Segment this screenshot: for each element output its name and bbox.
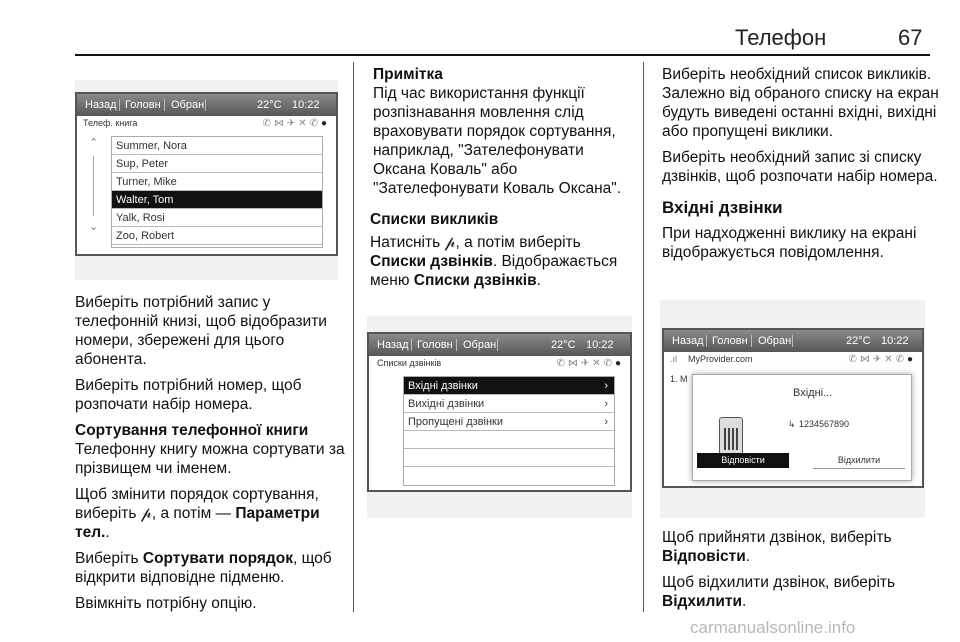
phone-icon [719,417,743,457]
tab-separator [205,99,206,111]
screen-subtitle: Списки дзвінків [377,358,442,368]
page-title: Телефон [735,25,827,50]
paragraph: Натисніть 𝓅, а потім виберіть Списки дзвінків. Відображається меню Списки дзвінків. [370,234,618,289]
call-list-row[interactable] [404,395,614,413]
contact-row[interactable] [112,209,322,227]
screen-topbar [664,330,922,352]
column-2-text [370,65,638,297]
screen-subbar [664,352,922,368]
phonebook-screenshot [75,80,338,280]
tab-separator [119,99,120,111]
tab-separator [164,99,165,111]
phone-handset-icon: ↳ [788,419,796,429]
column-divider-1 [353,62,354,612]
page-number: 67 [898,25,923,50]
contact-name: Walter, Tom [116,194,174,206]
tab-main[interactable]: Головн [125,99,161,111]
contact-name: Summer, Nora [116,140,187,152]
clock: 10:22 [292,99,320,111]
temperature: 22°C [257,99,282,111]
call-lists-screen [367,332,632,492]
popup-title: Вхідні... [793,387,833,399]
reject-button[interactable]: Відхилити [813,453,905,469]
call-list-label: Вхідні дзвінки [408,380,478,392]
contact-row[interactable] [112,137,322,155]
paragraph: Виберіть необхідний запис зі списку дзвінків, щоб розпочати набір номера. [662,149,938,185]
section-heading: Списки викликів [370,211,499,228]
section-heading: Сортування телефонної книги [75,422,309,439]
tab-separator [706,335,707,347]
incoming-call-popup [692,374,912,481]
chevron-right-icon: › [604,398,608,410]
screen-topbar [369,334,630,356]
call-lists-list [403,376,615,486]
phonebook-list [111,136,323,248]
clock: 10:22 [586,339,614,351]
list-behind-popup: 1. M [670,374,688,384]
scrollbar-track[interactable] [93,156,94,216]
tab-separator [411,339,412,351]
screen-subbar [77,116,336,132]
caller-number: 1234567890 [799,419,850,429]
tab-main[interactable]: Головн [712,335,748,347]
paragraph: Виберіть необхідний список викликів. Залежно від обраного списку на екран будуть виведені останні вхідні, вихідні або пропущені виклики. [662,66,939,140]
screen-topbar [77,94,336,116]
temperature: 22°C [551,339,576,351]
header-rule [75,54,930,56]
paragraph: Виберіть Сортувати порядок, щоб відкрити відповідне підменю. [75,550,332,586]
tab-main[interactable]: Головн [417,339,453,351]
note-title: Примітка [373,66,443,83]
scroll-up-icon[interactable]: ⌃ [89,137,99,149]
call-list-row[interactable] [404,413,614,431]
contact-name: Turner, Mike [116,176,177,188]
column-3-text-bottom [662,528,940,618]
tab-back[interactable]: Назад [672,335,704,347]
paragraph: Ввімкніть потрібну опцію. [75,595,257,612]
screen-subbar [369,356,630,372]
clock: 10:22 [881,335,909,347]
tab-separator [751,335,752,347]
chevron-right-icon: › [604,380,608,392]
tab-separator [792,335,793,347]
contact-name: Sup, Peter [116,158,168,170]
paragraph: При надходженні виклику на екрані відображується повідомлення. [662,225,917,261]
screen-subtitle: Телеф. книга [83,118,138,128]
provider-name: MyProvider.com [688,354,753,364]
tab-favorites[interactable]: Обран [758,335,792,347]
scroll-down-icon[interactable]: ⌄ [89,221,99,233]
status-icons: ✆⋈✈✕✆● [262,118,330,129]
incoming-call-screen [662,328,924,488]
status-icons: ✆⋈✈✕✆● [848,354,916,365]
empty-row [404,449,614,467]
signal-icon: .ıl [670,354,678,364]
contact-name: Yalk, Rosi [116,212,165,224]
column-1-text [75,293,345,620]
paragraph: Телефонну книгу можна сортувати за прізвищем чи іменем. [75,441,345,477]
paragraph: Щоб змінити порядок сортування, виберіть 𝓅, а потім — Параметри тел.. [75,486,320,541]
column-divider-2 [643,62,644,612]
watermark: carmanualsonline.info [690,618,856,637]
contact-row[interactable] [112,155,322,173]
call-list-row-selected[interactable] [404,377,614,395]
tab-back[interactable]: Назад [85,99,117,111]
incoming-call-screenshot [660,300,925,518]
tab-favorites[interactable]: Обран [171,99,205,111]
chevron-right-icon: › [604,416,608,428]
phonebook-screen [75,92,338,256]
tab-separator [497,339,498,351]
call-list-label: Вихідні дзвінки [408,398,485,410]
section-heading: Вхідні дзвінки [662,198,783,217]
status-icons: ✆⋈✈✕✆● [556,358,624,369]
answer-button[interactable]: Відповісти [697,453,789,468]
tab-back[interactable]: Назад [377,339,409,351]
contact-row[interactable] [112,227,322,245]
tab-favorites[interactable]: Обран [463,339,497,351]
contact-row-selected[interactable] [112,191,322,209]
contact-row[interactable] [112,173,322,191]
call-lists-screenshot [367,316,632,518]
paragraph: Виберіть потрібний номер, щоб розпочати набір номера. [75,377,302,413]
call-list-label: Пропущені дзвінки [408,416,503,428]
column-3-text [662,65,940,269]
phone-menu-icon: 𝓅 [444,234,456,251]
page-header [0,0,960,60]
contact-name: Zoo, Robert [116,230,175,242]
paragraph: Щоб відхилити дзвінок, виберіть Відхилити. [662,574,896,610]
note-text: Під час використання функції розпізнавання мовлення слід враховувати порядок сортування, наприклад, "Зателефонувати Оксана Коваль" або "Зателефонувати Коваль Оксана". [373,85,622,197]
empty-row [404,431,614,449]
tab-separator [456,339,457,351]
paragraph: Виберіть потрібний запис у телефонній книзі, щоб відобразити номери, збережені для цього абонента. [75,294,327,368]
paragraph: Щоб прийняти дзвінок, виберіть Відповісти. [662,529,892,565]
temperature: 22°C [846,335,871,347]
phone-menu-icon: 𝓅 [140,505,152,522]
